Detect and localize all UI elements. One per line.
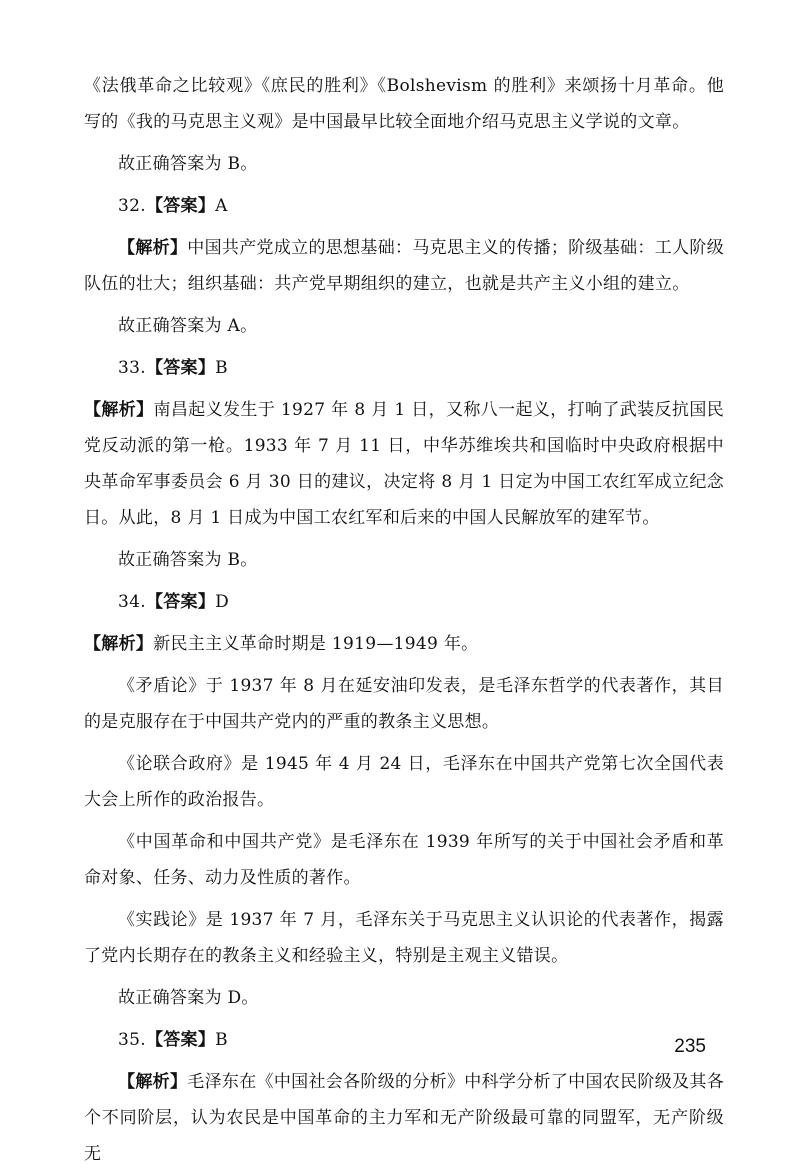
answer-tag: 【答案】 [145, 358, 216, 378]
text-line: 《我的马克思主义观》是中国最早比较全面地介绍马克思主义学说的文章。 [118, 112, 690, 132]
question-number: 32. [118, 196, 146, 216]
answer-value: D [215, 592, 230, 612]
question-33-answer [84, 350, 724, 386]
answer-value: B [215, 358, 228, 378]
analysis-text: 新民主主义革命时期是 1919—1949 年。 [153, 634, 479, 654]
paragraph: 《矛盾论》于 1937 年 8 月在延安油印发表，是毛泽东哲学的代表著作，其目的是克服存在于中国共产党内的严重的教条主义思想。 [84, 676, 724, 732]
answer-value: B [215, 1030, 228, 1050]
answer-tag: 【答案】 [145, 196, 216, 216]
analysis-text: 中国共产党成立的思想基础：马克思主义的传播；阶级基础：工人阶级队伍的壮大；组织基础：共产党早期组织的建立，也就是共产主义小组的建立。 [84, 238, 724, 294]
question-33-analysis [84, 392, 724, 536]
question-number: 35. [118, 1030, 146, 1050]
question-32-analysis [84, 230, 724, 302]
page-content [84, 68, 724, 1172]
analysis-text: 南昌起义发生于 1927 年 8 月 1 日，又称八一起义，打响了武装反抗国民党反动派的第一枪。1933 年 7 月 11 日，中华苏维埃共和国临时中央政府根据中央革命军事委员会 6 月 30 日的建议，决定将 8 月 1 日定为中国工农红军成立纪念日。从此，8 月 1 日成为中国工农红军和后来的中国人民解放军的建军节。 [84, 400, 724, 528]
question-32-answer [84, 188, 724, 224]
question-number: 34. [118, 592, 146, 612]
answer-result: 故正确答案为 B。 [118, 154, 258, 174]
analysis-tag: 【解析】 [118, 238, 188, 258]
question-34-analysis [84, 626, 724, 662]
question-number: 33. [118, 358, 146, 378]
paragraph: 《实践论》是 1937 年 7 月，毛泽东关于马克思主义认识论的代表著作，揭露了党内长期存在的教条主义和经验主义，特别是主观主义错误。 [84, 910, 724, 966]
question-35-answer [84, 1022, 724, 1058]
analysis-tag: 【解析】 [84, 634, 154, 654]
answer-result: 故正确答案为 B。 [118, 550, 258, 570]
paragraph: 《论联合政府》是 1945 年 4 月 24 日，毛泽东在中国共产党第七次全国代表大会上所作的政治报告。 [84, 754, 724, 810]
analysis-tag: 【解析】 [84, 400, 154, 420]
question-34-answer [84, 584, 724, 620]
answer-result: 故正确答案为 D。 [118, 988, 259, 1008]
answer-tag: 【答案】 [145, 1030, 216, 1050]
answer-value: A [215, 196, 228, 216]
text-line: 《法俄革命之比较观》《庶民的胜利》《Bolshevism 的胜利》来颂扬十月革命。他写的 [84, 76, 724, 132]
answer-tag: 【答案】 [145, 592, 216, 612]
paragraph [84, 68, 724, 140]
page-number: 235 [674, 1036, 706, 1057]
answer-result: 故正确答案为 A。 [118, 316, 258, 336]
analysis-tag: 【解析】 [118, 1072, 188, 1092]
analysis-text: 毛泽东在《中国社会各阶级的分析》中科学分析了中国农民阶级及其各个不同阶层，认为农民是中国革命的主力军和无产阶级最可靠的同盟军，无产阶级无 [84, 1072, 724, 1164]
paragraph: 《中国革命和中国共产党》是毛泽东在 1939 年所写的关于中国社会矛盾和革命对象、任务、动力及性质的著作。 [84, 832, 724, 888]
question-35-analysis [84, 1064, 724, 1172]
